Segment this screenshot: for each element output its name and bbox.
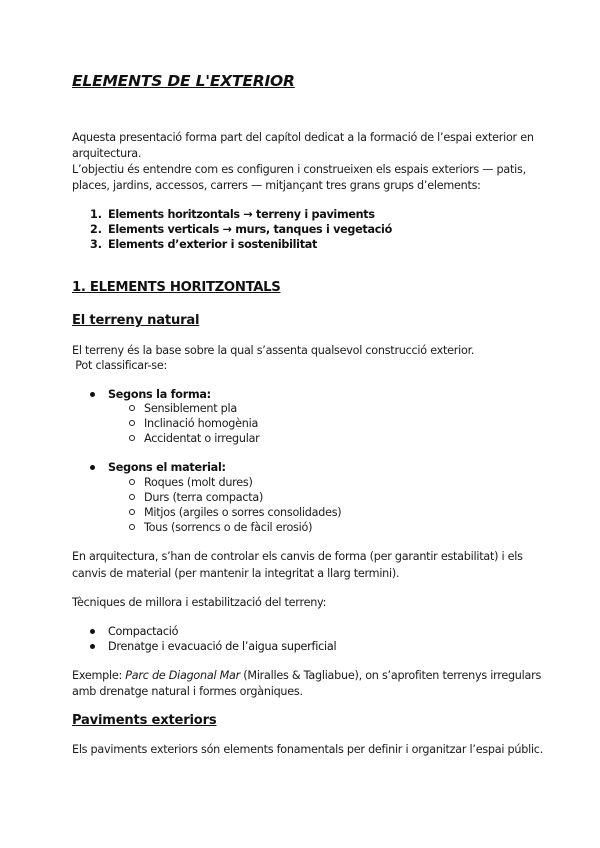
bullet-icon bbox=[90, 465, 95, 470]
list-number: 3. bbox=[90, 238, 103, 251]
example-prefix: Exemple: bbox=[72, 669, 126, 682]
example-place: Parc de Diagonal Mar bbox=[125, 669, 240, 682]
terreny-line-2: Pot classificar-se: bbox=[72, 359, 168, 372]
circle-bullet-icon bbox=[129, 494, 135, 500]
page-title: ELEMENTS DE L'EXTERIOR bbox=[72, 72, 295, 90]
bullet-icon bbox=[90, 629, 95, 634]
list-subitem: Durs (terra compacta) bbox=[144, 491, 264, 504]
list-subitem: Mitjos (argiles o sorres consolidades) bbox=[144, 506, 342, 519]
list-subitem: Accidentat o irregular bbox=[144, 432, 260, 445]
list-subitem: Roques (molt dures) bbox=[144, 476, 253, 489]
circle-bullet-icon bbox=[129, 435, 135, 441]
terreny-line-1: El terreny és la base sobre la qual s’assenta qualsevol construcció exterior. bbox=[72, 344, 475, 357]
paragraph-line: canvis de material (per mantenir la integritat a llarg termini). bbox=[72, 567, 400, 580]
list-subitem: Inclinació homogènia bbox=[144, 417, 259, 430]
circle-bullet-icon bbox=[129, 420, 135, 426]
circle-bullet-icon bbox=[129, 524, 135, 530]
list-subitem: Tous (sorrencs o de fàcil erosió) bbox=[144, 521, 313, 534]
list-item: Elements d’exterior i sostenibilitat bbox=[108, 238, 318, 251]
intro-line-4: places, jardins, accessos, carrers — mitjançant tres grans grups d’elements: bbox=[72, 179, 481, 192]
example-suffix: (Miralles & Tagliabue), on s’aprofiten terrenys irregulars bbox=[240, 669, 542, 682]
circle-bullet-icon bbox=[129, 479, 135, 485]
section-heading: 1. ELEMENTS HORITZONTALS bbox=[72, 280, 281, 295]
list-number: 1. bbox=[90, 208, 103, 221]
list-item: Compactació bbox=[108, 625, 179, 638]
paviments-paragraph: Els paviments exteriors són elements fonamentals per definir i organitzar l’espai públic. bbox=[72, 743, 544, 756]
list-item-label: Segons el material: bbox=[108, 461, 226, 474]
list-number: 2. bbox=[90, 223, 103, 236]
example-line-2: amb drenatge natural i formes orgàniques. bbox=[72, 685, 303, 698]
bullet-icon bbox=[90, 392, 95, 397]
techniques-intro: Tècniques de millora i estabilització del terreny: bbox=[72, 596, 327, 609]
paragraph-line: En arquitectura, s’han de controlar els canvis de forma (per garantir estabilitat) i els bbox=[72, 550, 523, 563]
subheading-terreny: El terreny natural bbox=[72, 313, 200, 328]
circle-bullet-icon bbox=[129, 509, 135, 515]
circle-bullet-icon bbox=[129, 405, 135, 411]
list-item: Elements horitzontals → terreny i paviments bbox=[108, 208, 375, 221]
list-item: Elements verticals → murs, tanques i vegetació bbox=[108, 223, 392, 236]
example-line-1 bbox=[72, 668, 541, 683]
bullet-icon bbox=[90, 644, 95, 649]
intro-line-2: arquitectura. bbox=[72, 147, 142, 160]
subheading-paviments: Paviments exteriors bbox=[72, 713, 217, 728]
list-subitem: Sensiblement pla bbox=[144, 402, 237, 415]
intro-line-3: L’objectiu és entendre com es configuren i construeixen els espais exteriors — patis, bbox=[72, 163, 526, 176]
list-item: Drenatge i evacuació de l’aigua superficial bbox=[108, 640, 337, 653]
list-item-label: Segons la forma: bbox=[108, 388, 211, 401]
intro-line-1: Aquesta presentació forma part del capítol dedicat a la formació de l’espai exterior en bbox=[72, 131, 534, 144]
